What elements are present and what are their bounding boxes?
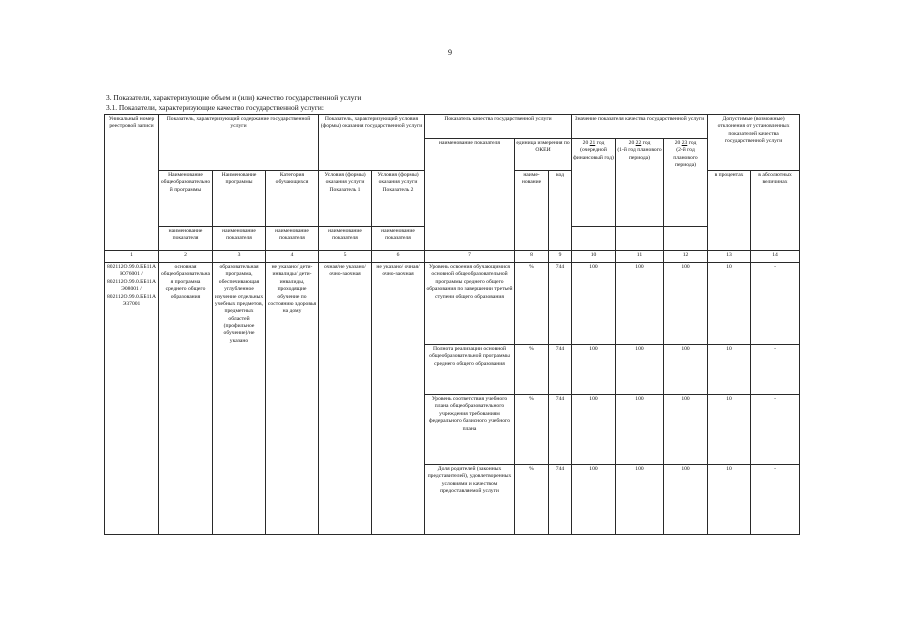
column-number: 9: [549, 251, 572, 263]
sub-condition-2: Условия (формы) оказания услуги Показатель 2: [372, 171, 425, 227]
deviation-percent-header: в процентах: [708, 171, 751, 251]
year1-spacer: [572, 227, 616, 251]
indicator-cell: Уровень освоения обучающимися основной общеобразовательной программы среднего общего образования по завершении третьей ступени общего образования: [425, 263, 515, 345]
condition-indicator-header: Показатель, характеризующий условия (формы) оказания государственной услуги: [319, 115, 425, 171]
column-number: 2: [159, 251, 213, 263]
value-2021-cell: 100: [572, 263, 616, 345]
program-type-cell: образовательная программа, обеспечивающая углубленное изучение отдельных учебных предметов, предметных областей (профильное обучение)/не указано: [213, 263, 266, 535]
column-numbers-row: [105, 251, 800, 263]
year2-spacer: [616, 227, 664, 251]
section-3-heading: 3. Показатели, характеризующие объем и (или) качество государственной услуги: [106, 93, 362, 102]
year1-suffix: год: [596, 140, 605, 146]
value-2021-cell: 100: [572, 395, 616, 465]
deviation-percent-cell: 10: [708, 345, 751, 395]
year3-prefix: 20: [674, 140, 681, 146]
code-cell: 744: [549, 465, 572, 535]
indicator-name-col6: наименование показателя: [372, 227, 425, 251]
column-number: 5: [319, 251, 372, 263]
deviation-percent-cell: 10: [708, 263, 751, 345]
year3-number: 23: [681, 140, 688, 146]
value-2022-cell: 100: [616, 465, 664, 535]
column-number: 11: [616, 251, 664, 263]
sub-category: Категория обучающихся: [266, 171, 319, 227]
year-2023-header: [664, 139, 708, 227]
code-cell: 744: [549, 345, 572, 395]
column-number: 4: [266, 251, 319, 263]
indicator-cell: Уровень соответствия учебного плана общеобразовательного учреждения требованиям федерального базисного учебного плана: [425, 395, 515, 465]
year-2021-header: [572, 139, 616, 227]
year1-prefix: 20: [582, 140, 589, 146]
value-2023-cell: 100: [664, 345, 708, 395]
program-cell: основная общеобразовательная программа среднего общего образования: [159, 263, 213, 535]
deviation-absolute-cell: -: [751, 263, 800, 345]
year2-number: 22: [635, 140, 642, 146]
registry-number-header: Уникальный номер реестровой записи: [105, 115, 159, 251]
column-number: 13: [708, 251, 751, 263]
column-number: 14: [751, 251, 800, 263]
column-number: 7: [425, 251, 515, 263]
unit-cell: %: [515, 263, 549, 345]
indicator-cell: Доля родителей (законных представителей), удовлетворенных условиями и качеством предоставляемой услуги: [425, 465, 515, 535]
sub-condition-1: Условия (формы) оказания услуги Показатель 1: [319, 171, 372, 227]
content-indicator-header: Показатель, характеризующий содержание государственной услуги: [159, 115, 319, 171]
value-2023-cell: 100: [664, 263, 708, 345]
value-2022-cell: 100: [616, 263, 664, 345]
deviation-absolute-cell: -: [751, 465, 800, 535]
column-number: 6: [372, 251, 425, 263]
deviation-absolute-cell: -: [751, 345, 800, 395]
column-number: 1: [105, 251, 159, 263]
indicator-name-col4: наименование показателя: [266, 227, 319, 251]
year1-note: (очередной финансовый год): [573, 147, 614, 161]
value-2023-cell: 100: [664, 465, 708, 535]
condition-1-cell: очная/не указано/ очно-заочная: [319, 263, 372, 535]
year3-suffix: год: [688, 140, 697, 146]
allowed-deviation-header: Допустимые (возможные) отклонения от установленных показателей качества государственной услуги: [708, 115, 800, 171]
category-cell: не указано/ дети-инвалиды/ дети-инвалиды, проходящие обучение по состоянию здоровья на дому: [266, 263, 319, 535]
value-2023-cell: 100: [664, 395, 708, 465]
indicator-cell: Полнота реализации основной общеобразовательной программы среднего общего образования: [425, 345, 515, 395]
unit-cell: %: [515, 345, 549, 395]
unit-okei-header: единица измерения по ОКЕИ: [515, 139, 572, 171]
value-2022-cell: 100: [616, 345, 664, 395]
year2-note: (1-й год планового периода): [617, 147, 662, 161]
value-2022-cell: 100: [616, 395, 664, 465]
quality-indicators-table: [104, 114, 800, 535]
sub-program-name-1: Наименование общеобразовательной программы: [159, 171, 213, 227]
unit-cell: %: [515, 465, 549, 535]
value-2021-cell: 100: [572, 345, 616, 395]
value-2021-cell: 100: [572, 465, 616, 535]
sub-program-name-2: Наименование программы: [213, 171, 266, 227]
deviation-percent-cell: 10: [708, 465, 751, 535]
column-number: 12: [664, 251, 708, 263]
year2-suffix: год: [642, 140, 651, 146]
column-number: 8: [515, 251, 549, 263]
deviation-absolute-header: в абсолютных величинах: [751, 171, 800, 251]
indicator-name-col3: наименование показателя: [213, 227, 266, 251]
section-3-1-heading: 3.1. Показатели, характеризующие качество государственной услуги:: [106, 103, 324, 112]
table-row: [105, 263, 800, 345]
code-cell: 744: [549, 395, 572, 465]
code-cell: 744: [549, 263, 572, 345]
quality-value-header: Значение показателя качества государственной услуги: [572, 115, 708, 139]
deviation-percent-cell: 10: [708, 395, 751, 465]
registry-number-cell: 802112О.99.0.ББ11АЮ76001 / 802112О.99.0.ББ11АЭ08001 / 802112О.99.0.ББ11АЭ37001: [105, 263, 159, 535]
year1-number: 21: [589, 140, 596, 146]
indicator-name-col5: наименование показателя: [319, 227, 372, 251]
unit-cell: %: [515, 395, 549, 465]
year3-note: (2-й год планового периода): [673, 147, 698, 169]
year2-prefix: 20: [628, 140, 635, 146]
quality-indicator-header: Показатель качества государственной услуги: [425, 115, 572, 139]
indicator-name-header: наименование показателя: [425, 139, 515, 251]
year-2022-header: [616, 139, 664, 227]
unit-name-header: наиме-нование: [515, 171, 549, 251]
indicator-name-col2: наименование показателя: [159, 227, 213, 251]
deviation-absolute-cell: -: [751, 395, 800, 465]
column-number: 3: [213, 251, 266, 263]
year3-spacer: [664, 227, 708, 251]
condition-2-cell: не указано/ очная/ очно-заочная: [372, 263, 425, 535]
page-number: 9: [448, 48, 452, 57]
column-number: 10: [572, 251, 616, 263]
unit-code-header: код: [549, 171, 572, 251]
